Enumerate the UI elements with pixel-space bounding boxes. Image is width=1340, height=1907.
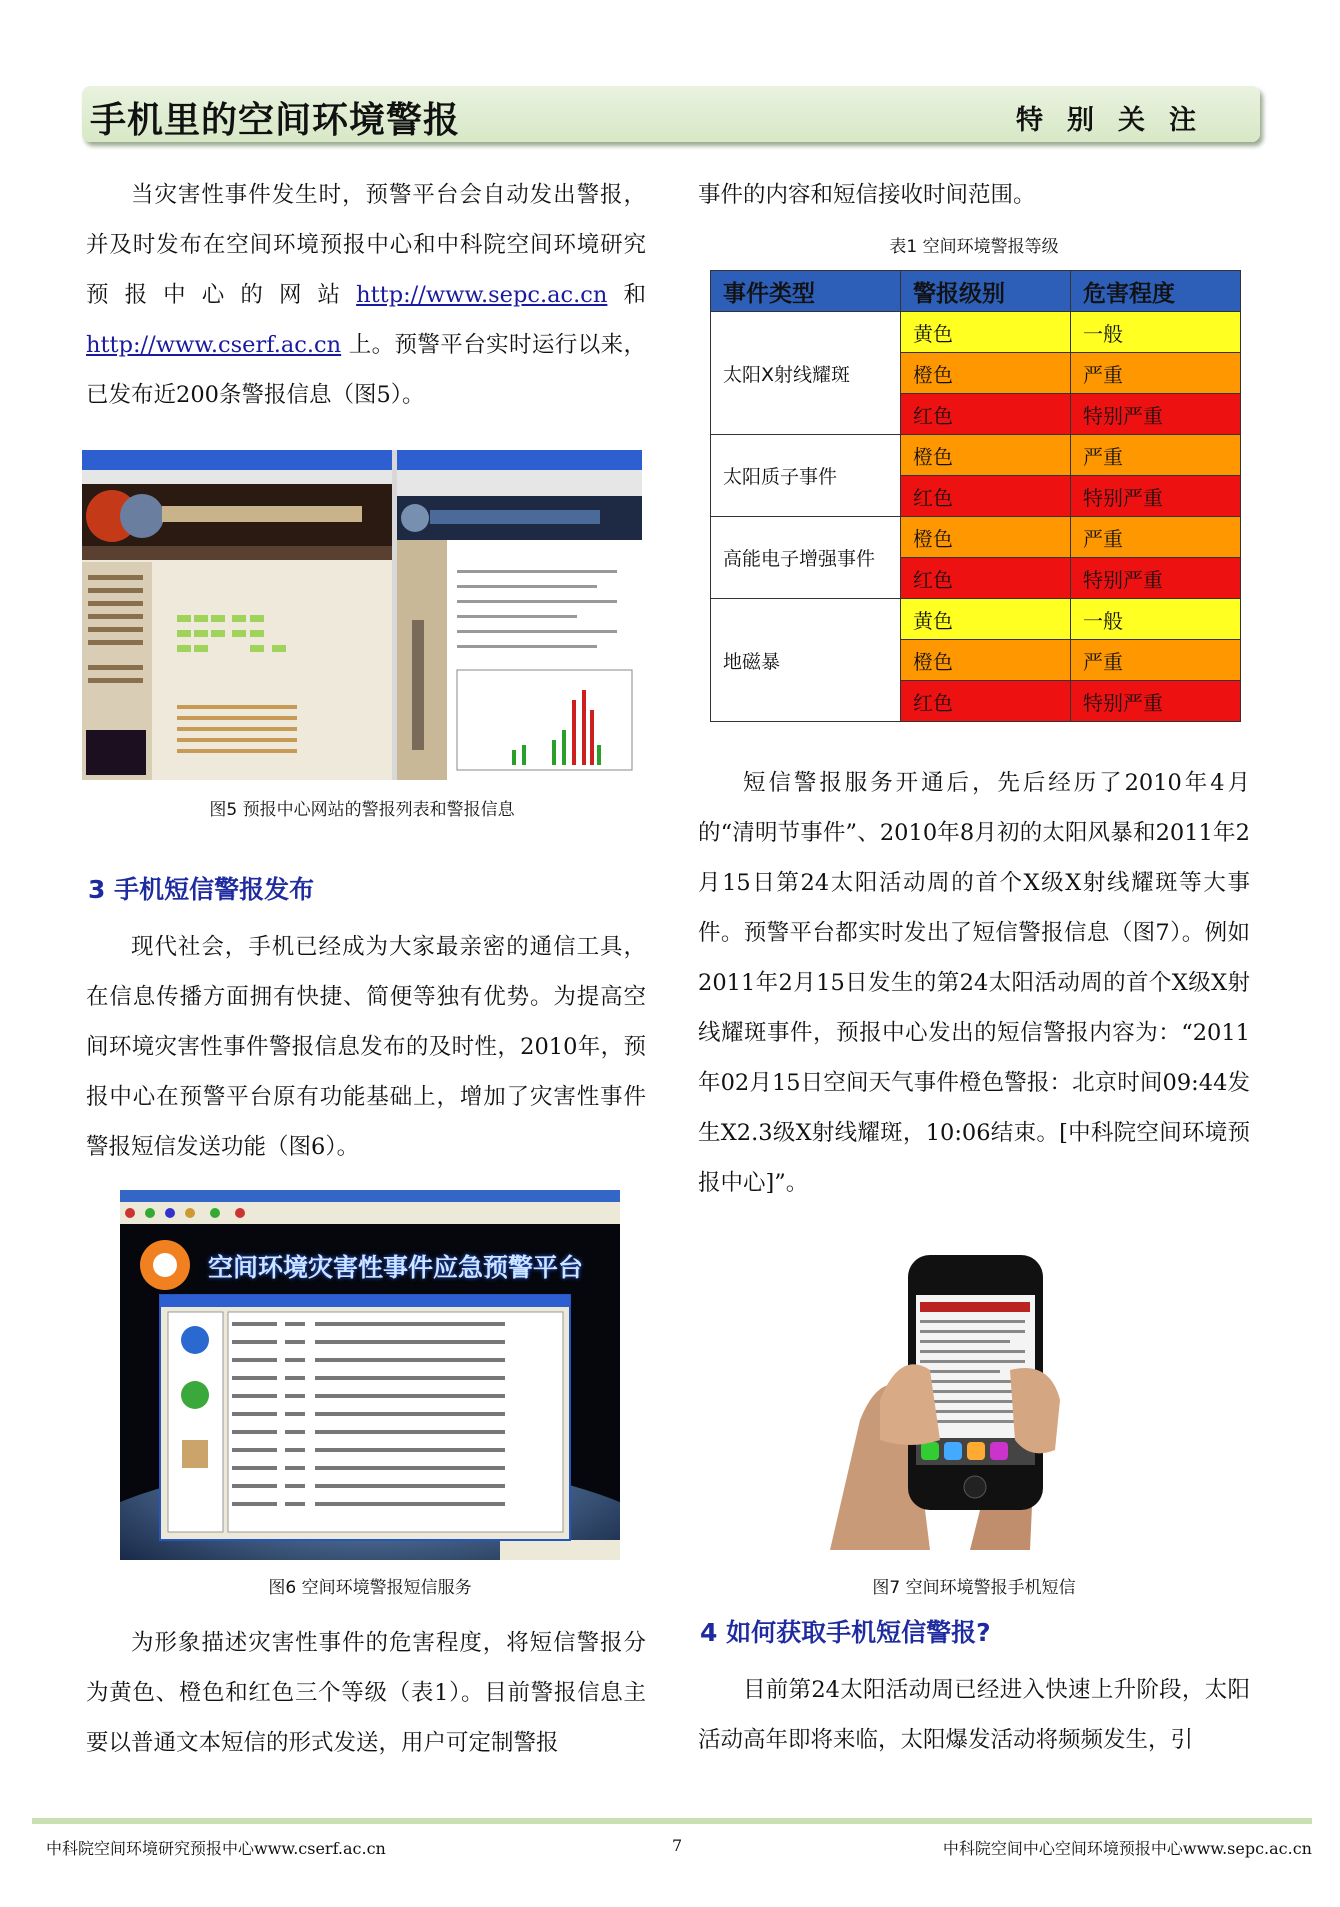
figure-6-banner-text: 空间环境灾害性事件应急预警平台 <box>208 1253 584 1282</box>
alert-level-cell: 橙色 <box>901 435 1071 476</box>
page-number: 7 <box>672 1836 683 1855</box>
table-header-severity: 危害程度 <box>1071 271 1241 312</box>
sms-intro-paragraph: 现代社会，手机已经成为大家最亲密的通信工具，在信息传播方面拥有快捷、简便等独有优势。为提高空间环境灾害性事件警报信息发布的及时性，2010年，预报中心在预警平台原有功能基础上，增加了灾害性事件警报短信发送功能（图6）。 <box>86 934 646 1160</box>
section-3-heading: 3 手机短信警报发布 <box>88 875 315 904</box>
cycle-paragraph: 目前第24太阳活动周已经进入快速上升阶段，太阳活动高年即将来临，太阳爆发活动将频频发生，引 <box>698 1677 1250 1753</box>
section-tag: 特别关注 <box>1016 105 1220 136</box>
figure-6-caption: 图6 空间环境警报短信服务 <box>268 1578 472 1598</box>
severity-cell: 特别严重 <box>1071 681 1241 722</box>
figure-7-graphic <box>820 1250 1060 1550</box>
severity-cell: 特别严重 <box>1071 394 1241 435</box>
event-type-cell: 地磁暴 <box>711 599 901 722</box>
alert-level-cell: 红色 <box>901 681 1071 722</box>
footer-left: 中科院空间环境研究预报中心www.cserf.ac.cn <box>46 1839 386 1858</box>
intro-paragraph <box>86 170 646 420</box>
figure-5-screenshot <box>82 450 642 780</box>
table-row <box>711 599 1241 640</box>
table-row <box>711 435 1241 476</box>
alert-level-cell: 黄色 <box>901 312 1071 353</box>
table-1-caption: 表1 空间环境警报等级 <box>889 237 1059 257</box>
alert-level-paragraph: 为形象描述灾害性事件的危害程度，将短信警报分为黄色、橙色和红色三个等级（表1）。目前警报信息主要以普通文本短信的形式发送，用户可定制警报 <box>86 1630 646 1756</box>
footer-right: 中科院空间中心空间环境预报中心www.sepc.ac.cn <box>942 1839 1312 1858</box>
severity-cell: 严重 <box>1071 640 1241 681</box>
severity-cell: 特别严重 <box>1071 558 1241 599</box>
event-type-cell: 太阳质子事件 <box>711 435 901 517</box>
severity-cell: 严重 <box>1071 353 1241 394</box>
alert-level-table <box>710 270 1241 722</box>
sms-events-paragraph: 短信警报服务开通后，先后经历了2010年4月的“清明节事件”、2010年8月初的太阳风暴和2011年2月15日第24太阳活动周的首个X级X射线耀斑等大事件。预警平台都实时发出了短信警报信息（图7）。例如2011年2月15日发生的第24太阳活动周的首个X级X射线耀斑事件，预报中心发出的短信警报内容为：“2011年02月15日空间天气事件橙色警报：北京时间09:44发生X2.3级X射线耀斑，10:06结束。[中科院空间环境预报中心]”。 <box>698 770 1250 1196</box>
alert-level-cell: 红色 <box>901 394 1071 435</box>
intro-text-a: 当灾害性事件发生时，预警平台会自动发出警报，并及时发布在空间环境预报中心和中科院空间环境研究预报中心的网站 <box>86 182 646 308</box>
figure-6-screenshot <box>120 1190 620 1560</box>
page-title: 手机里的空间环境警报 <box>90 100 461 141</box>
alert-level-cell: 黄色 <box>901 599 1071 640</box>
intro-text-c: 上。预警平台实时运行以来，已发布近200条警报信息（图5）。 <box>86 332 646 408</box>
intro-text-b: 和 <box>607 282 646 308</box>
severity-cell: 特别严重 <box>1071 476 1241 517</box>
alert-level-cell: 橙色 <box>901 640 1071 681</box>
cserf-link[interactable]: http://www.cserf.ac.cn <box>86 332 342 358</box>
table-row <box>711 517 1241 558</box>
figure-7-phone-photo <box>820 1250 1060 1550</box>
figure-7-caption: 图7 空间环境警报手机短信 <box>872 1578 1076 1598</box>
severity-cell: 严重 <box>1071 435 1241 476</box>
alert-level-cell: 橙色 <box>901 353 1071 394</box>
severity-cell: 一般 <box>1071 599 1241 640</box>
table-row <box>711 312 1241 353</box>
col2-continuation: 事件的内容和短信接收时间范围。 <box>698 182 1036 208</box>
figure-6-graphic <box>120 1190 620 1560</box>
event-type-cell: 太阳X射线耀斑 <box>711 312 901 435</box>
table-header-level: 警报级别 <box>901 271 1071 312</box>
sepc-link[interactable]: http://www.sepc.ac.cn <box>356 282 608 308</box>
alert-level-cell: 红色 <box>901 558 1071 599</box>
severity-cell: 一般 <box>1071 312 1241 353</box>
figure-5-caption: 图5 预报中心网站的警报列表和警报信息 <box>209 800 515 820</box>
table-header-event: 事件类型 <box>711 271 901 312</box>
alert-level-cell: 橙色 <box>901 517 1071 558</box>
severity-cell: 严重 <box>1071 517 1241 558</box>
event-type-cell: 高能电子增强事件 <box>711 517 901 599</box>
figure-5-graphic <box>82 450 642 780</box>
alert-level-cell: 红色 <box>901 476 1071 517</box>
section-4-heading: 4 如何获取手机短信警报? <box>700 1618 991 1647</box>
footer-divider <box>32 1818 1312 1824</box>
header-banner <box>82 86 1260 142</box>
